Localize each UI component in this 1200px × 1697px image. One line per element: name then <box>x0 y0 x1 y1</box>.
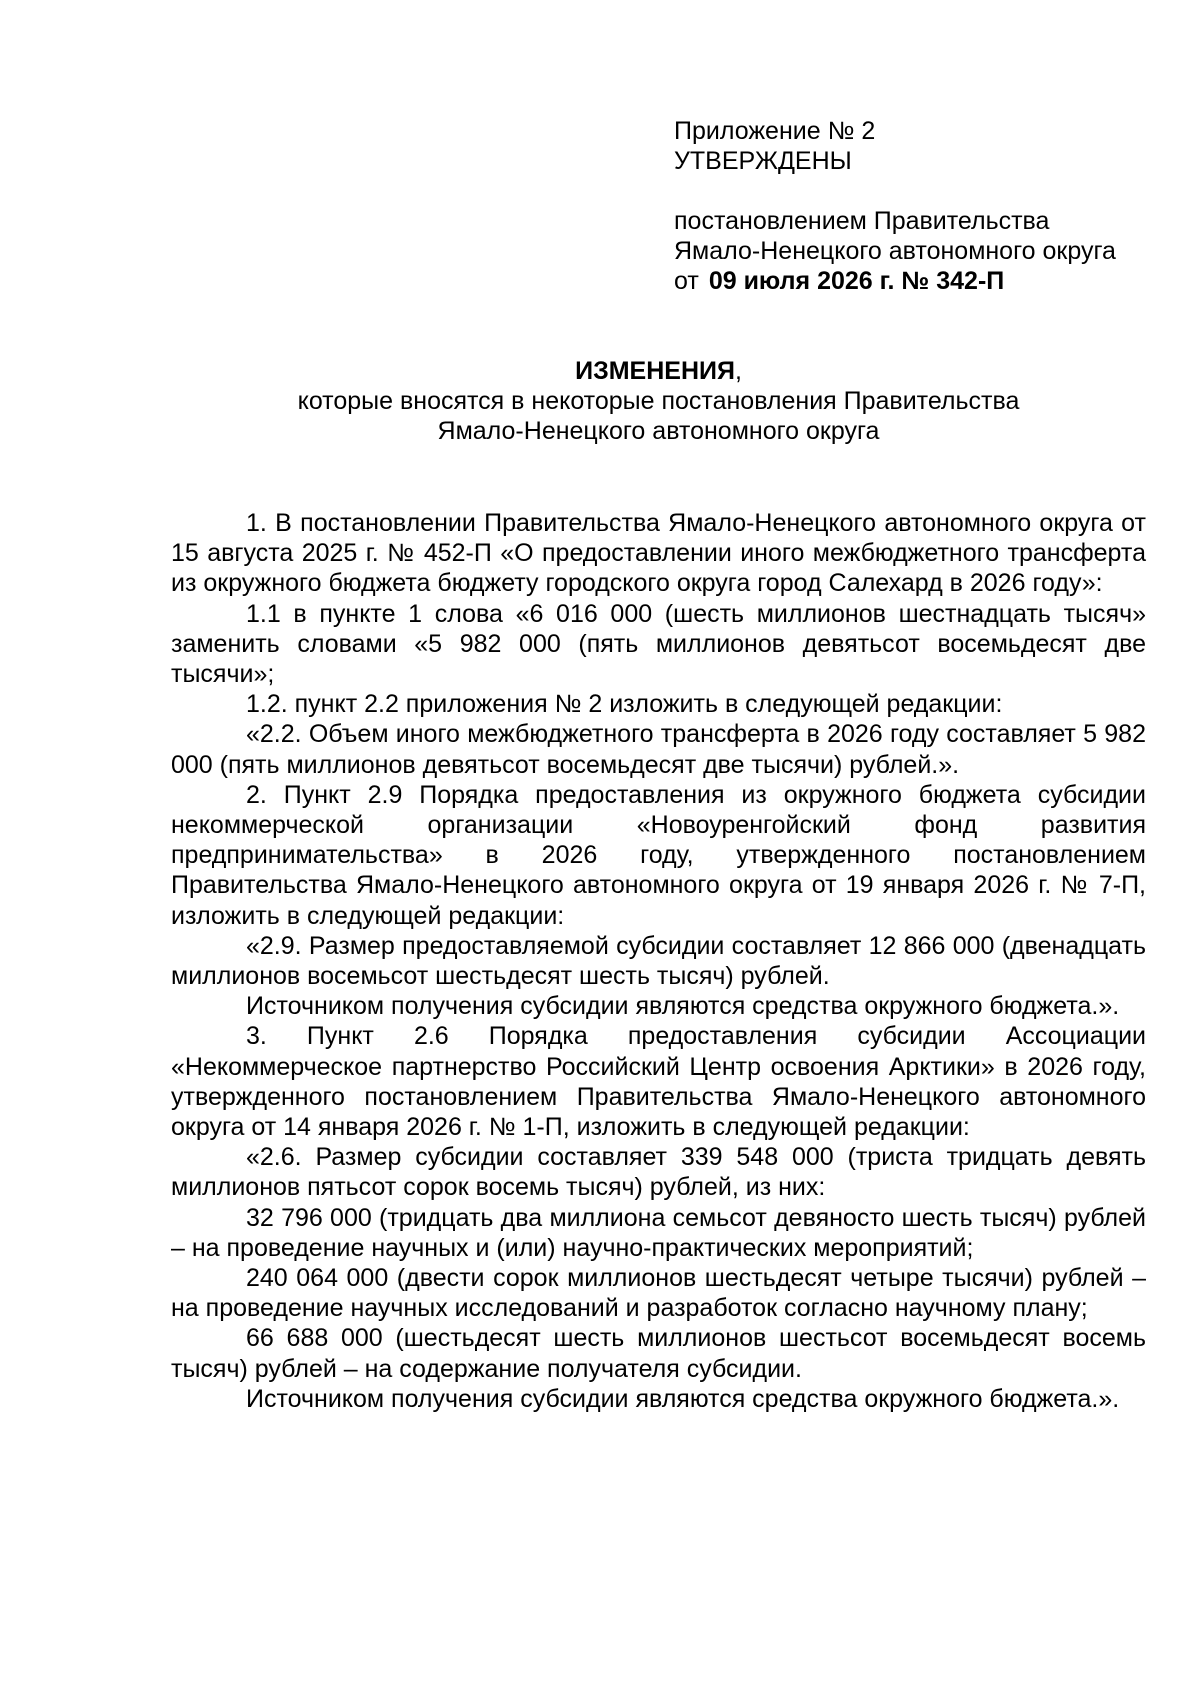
approved-label: УТВЕРЖДЕНЫ <box>674 147 852 175</box>
heading-title-line <box>171 356 1146 386</box>
document-body <box>171 508 1146 1414</box>
approval-date-prefix: от <box>674 267 699 295</box>
approved-by-line: постановлением Правительства <box>674 207 1050 235</box>
heading-title-suffix: , <box>734 357 742 385</box>
paragraph: 1.2. пункт 2.2 приложения № 2 изложить в следующей редакции: <box>246 690 1003 719</box>
paragraph: 1. В постановлении Правительства Ямало-Ненецкого автономного округа от 15 августа 2025 г. № 452-П «О предоставлении иного межбюджетного трансферта из окружного бюджета бюджету городского округа город Салехард в 2026 году»: <box>171 509 1146 598</box>
paragraph: Источником получения субсидии являются средства окружного бюджета.». <box>246 1384 1120 1413</box>
approval-stamp-block <box>674 116 1154 296</box>
paragraph: 2. Пункт 2.9 Порядка предоставления из окружного бюджета субсидии некоммерческой организации «Новоуренгойский фонд развития предпринимательства» в 2026 году, утвержденного постановлением Правительства Ямало-Ненецкого автономного округа от 19 января 2026 г. № 7-П, изложить в следующей редакции: <box>171 780 1146 930</box>
paragraph: 66 688 000 (шестьдесят шесть миллионов шестьсот восемьдесят восемь тысяч) рублей – на содержание получателя субсидии. <box>171 1324 1146 1383</box>
document-heading <box>171 356 1146 446</box>
approved-by-region: Ямало-Ненецкого автономного округа <box>674 237 1116 265</box>
paragraph: Источником получения субсидии являются средства окружного бюджета.». <box>246 992 1120 1021</box>
approval-spacer <box>674 176 1154 206</box>
paragraph: 32 796 000 (тридцать два миллиона семьсот девяносто шесть тысяч) рублей – на проведение научных и (или) научно-практических мероприятий; <box>171 1203 1146 1262</box>
approval-date-line <box>674 266 1154 296</box>
paragraph: 240 064 000 (двести сорок миллионов шестьдесят четыре тысячи) рублей – на проведение научных исследований и разработок согласно научному плану; <box>171 1264 1146 1323</box>
paragraph: 3. Пункт 2.6 Порядка предоставления субсидии Ассоциации «Некоммерческое партнерство Российский Центр освоения Арктики» в 2026 году, утвержденного постановлением Правительства Ямало-Ненецкого автономного округа от 14 января 2026 г. № 1-П, изложить в следующей редакции: <box>171 1022 1146 1142</box>
approval-date-number: 09 июля 2026 г. № 342-П <box>708 267 1005 295</box>
paragraph: «2.2. Объем иного межбюджетного трансферта в 2026 году составляет 5 982 000 (пять миллионов девятьсот восемьдесят две тысячи) рублей.». <box>171 720 1146 779</box>
heading-title: ИЗМЕНЕНИЯ <box>575 357 735 385</box>
appendix-number: Приложение № 2 <box>674 117 876 145</box>
heading-subtitle-region: Ямало-Ненецкого автономного округа <box>437 417 880 445</box>
paragraph: 1.1 в пункте 1 слова «6 016 000 (шесть миллионов шестнадцать тысяч» заменить словами «5 982 000 (пять миллионов девятьсот восемьдесят две тысячи»; <box>171 599 1146 689</box>
paragraph: «2.9. Размер предоставляемой субсидии составляет 12 866 000 (двенадцать миллионов восемьсот шестьдесят шесть тысяч) рублей. <box>171 931 1146 991</box>
paragraph: «2.6. Размер субсидии составляет 339 548 000 (триста тридцать девять миллионов пятьсот сорок восемь тысяч) рублей, из них: <box>171 1143 1146 1202</box>
heading-subtitle: которые вносятся в некоторые постановления Правительства <box>297 387 1020 415</box>
